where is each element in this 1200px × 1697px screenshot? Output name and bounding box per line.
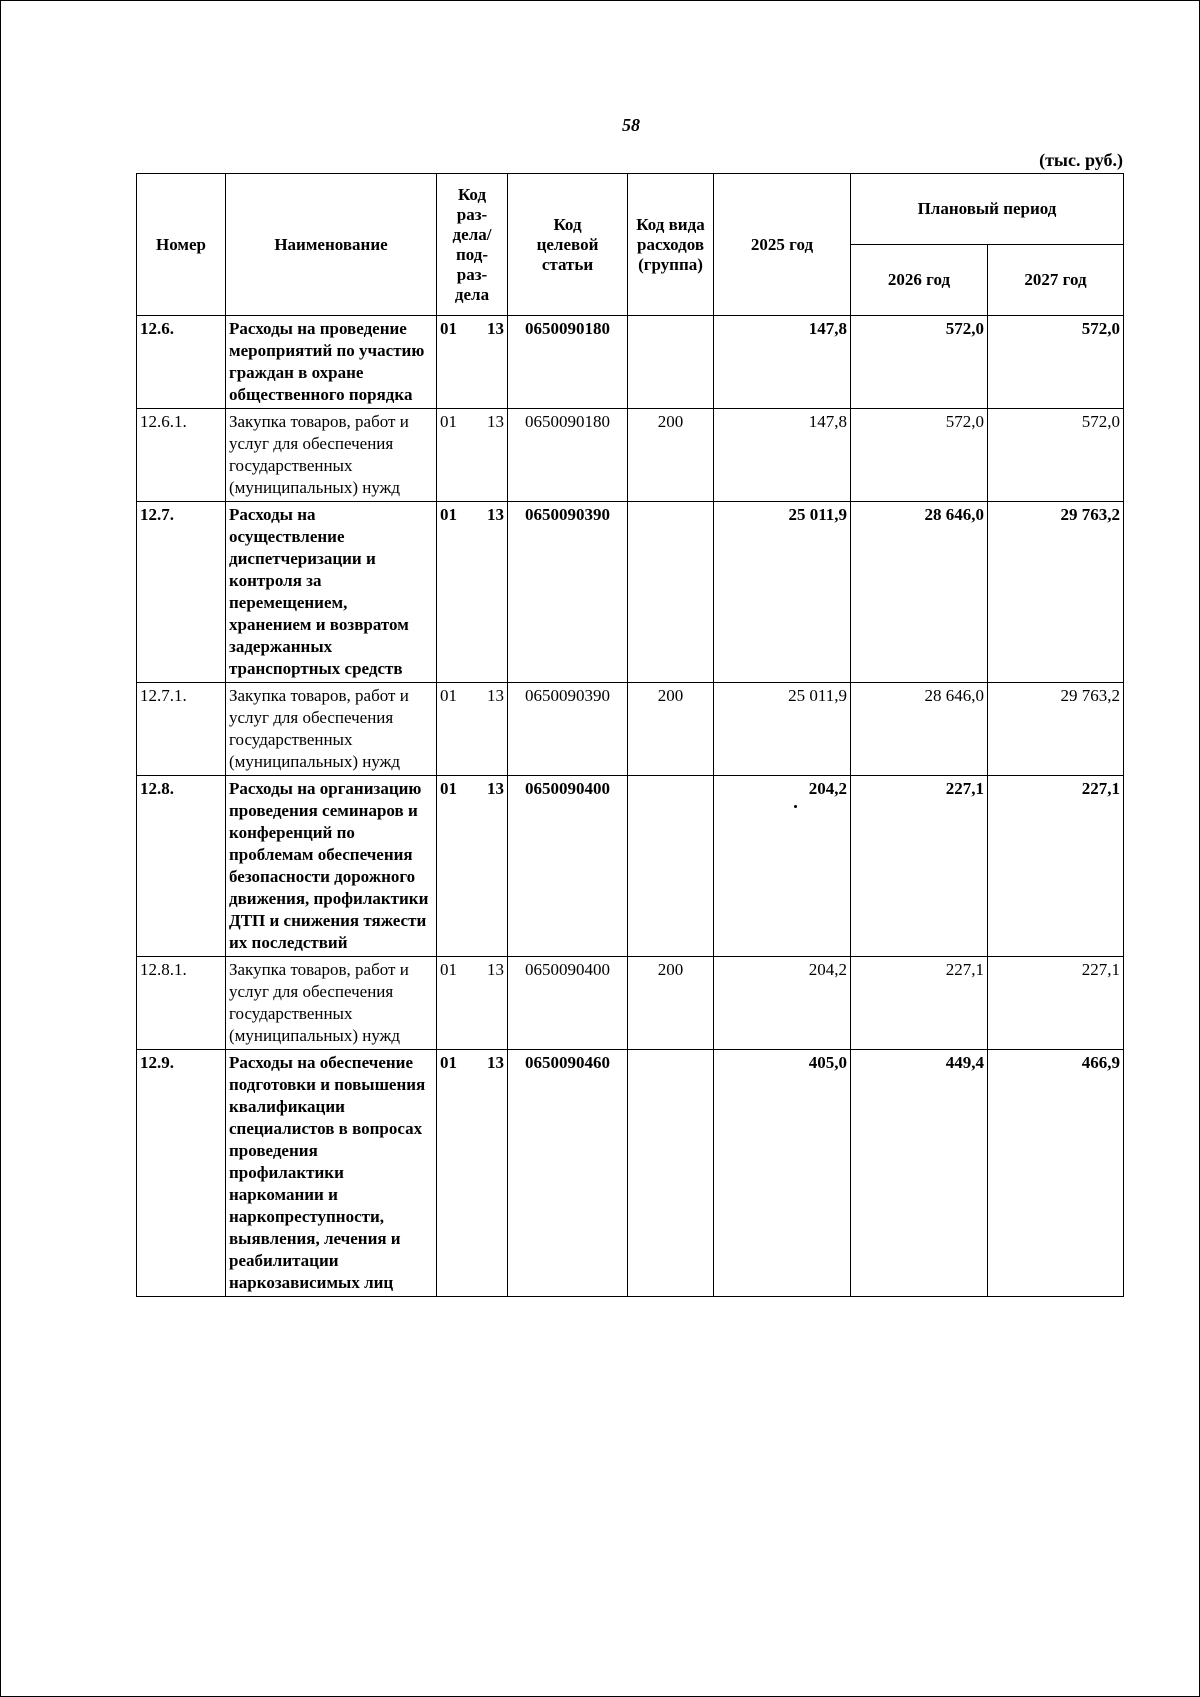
row-target-code: 0650090460 bbox=[508, 1050, 628, 1297]
header-year-2027: 2027 год bbox=[988, 245, 1124, 316]
row-number: 12.6. bbox=[137, 316, 226, 409]
row-subsection: 13 bbox=[487, 412, 504, 431]
header-year-2026: 2026 год bbox=[851, 245, 988, 316]
header-target-text: Код целевой статьи bbox=[536, 214, 599, 274]
row-section-code bbox=[437, 1050, 508, 1297]
row-section: 01 bbox=[440, 1053, 457, 1072]
header-name: Наименование bbox=[226, 174, 437, 316]
row-number: 12.7. bbox=[137, 502, 226, 683]
row-section: 01 bbox=[440, 319, 457, 338]
row-target-code: 0650090180 bbox=[508, 409, 628, 502]
row-name: Расходы на организацию проведения семинаров и конференций по проблемам обеспечения безопасности дорожного движения, профилактики ДТП и снижения тяжести их последствий bbox=[226, 776, 437, 957]
row-name: Расходы на осуществление диспетчеризации и контроля за перемещением, хранением и возвратом задержанных транспортных средств bbox=[226, 502, 437, 683]
row-amount-2026: 572,0 bbox=[851, 409, 988, 502]
row-amount-2025: 25 011,9 bbox=[714, 683, 851, 776]
row-section-code bbox=[437, 409, 508, 502]
row-amount-2027: 29 763,2 bbox=[988, 502, 1124, 683]
row-expense-type: 200 bbox=[628, 409, 714, 502]
row-section-code bbox=[437, 316, 508, 409]
stray-dot bbox=[794, 805, 797, 808]
row-amount-2027: 227,1 bbox=[988, 776, 1124, 957]
row-name: Закупка товаров, работ и услуг для обеспечения государственных (муниципальных) нужд bbox=[226, 957, 437, 1050]
row-amount-2026: 227,1 bbox=[851, 957, 988, 1050]
row-amount-2026: 572,0 bbox=[851, 316, 988, 409]
row-subsection: 13 bbox=[487, 960, 504, 979]
table-row bbox=[137, 316, 1124, 409]
row-section-code bbox=[437, 957, 508, 1050]
budget-table bbox=[136, 173, 1124, 1297]
row-amount-2026: 449,4 bbox=[851, 1050, 988, 1297]
row-expense-type bbox=[628, 1050, 714, 1297]
row-number: 12.8.1. bbox=[137, 957, 226, 1050]
row-section: 01 bbox=[440, 779, 457, 798]
row-target-code: 0650090400 bbox=[508, 776, 628, 957]
row-expense-type: 200 bbox=[628, 957, 714, 1050]
table-row bbox=[137, 776, 1124, 957]
header-year-2025: 2025 год bbox=[714, 174, 851, 316]
row-amount-2027: 227,1 bbox=[988, 957, 1124, 1050]
row-section-code bbox=[437, 776, 508, 957]
row-amount-2026: 28 646,0 bbox=[851, 502, 988, 683]
row-amount-2025: 147,8 bbox=[714, 316, 851, 409]
header-number: Номер bbox=[137, 174, 226, 316]
table-row bbox=[137, 409, 1124, 502]
row-subsection: 13 bbox=[487, 1053, 504, 1072]
row-number: 12.9. bbox=[137, 1050, 226, 1297]
row-amount-2027: 466,9 bbox=[988, 1050, 1124, 1297]
row-section-code bbox=[437, 683, 508, 776]
table-row bbox=[137, 502, 1124, 683]
row-amount-2027: 572,0 bbox=[988, 316, 1124, 409]
row-expense-type bbox=[628, 776, 714, 957]
row-amount-2026: 28 646,0 bbox=[851, 683, 988, 776]
row-target-code: 0650090390 bbox=[508, 502, 628, 683]
header-expense-text: Код вида расходов (группа) bbox=[636, 214, 705, 274]
row-name: Расходы на обеспечение подготовки и повышения квалификации специалистов в вопросах проведения профилактики наркомании и наркопреступности, выявления, лечения и реабилитации наркозависимых лиц bbox=[226, 1050, 437, 1297]
row-subsection: 13 bbox=[487, 779, 504, 798]
row-subsection: 13 bbox=[487, 319, 504, 338]
row-amount-2027: 29 763,2 bbox=[988, 683, 1124, 776]
row-target-code: 0650090390 bbox=[508, 683, 628, 776]
row-name: Расходы на проведение мероприятий по участию граждан в охране общественного порядка bbox=[226, 316, 437, 409]
header-section-code bbox=[437, 174, 508, 316]
row-expense-type: 200 bbox=[628, 683, 714, 776]
row-amount-2025: 25 011,9 bbox=[714, 502, 851, 683]
row-expense-type bbox=[628, 502, 714, 683]
row-amount-2025: 204,2 bbox=[714, 957, 851, 1050]
row-section: 01 bbox=[440, 686, 457, 705]
row-section: 01 bbox=[440, 505, 457, 524]
table-row bbox=[137, 1050, 1124, 1297]
header-target-code bbox=[508, 174, 628, 316]
row-subsection: 13 bbox=[487, 686, 504, 705]
table-row bbox=[137, 957, 1124, 1050]
row-section: 01 bbox=[440, 960, 457, 979]
row-name: Закупка товаров, работ и услуг для обеспечения государственных (муниципальных) нужд bbox=[226, 683, 437, 776]
row-number: 12.7.1. bbox=[137, 683, 226, 776]
row-amount-2025: 147,8 bbox=[714, 409, 851, 502]
row-section-code bbox=[437, 502, 508, 683]
row-amount-2027: 572,0 bbox=[988, 409, 1124, 502]
row-amount-2025: 405,0 bbox=[714, 1050, 851, 1297]
page-number: 58 bbox=[622, 115, 640, 135]
table-row bbox=[137, 683, 1124, 776]
row-amount-2026: 227,1 bbox=[851, 776, 988, 957]
row-section: 01 bbox=[440, 412, 457, 431]
row-name: Закупка товаров, работ и услуг для обеспечения государственных (муниципальных) нужд bbox=[226, 409, 437, 502]
row-expense-type bbox=[628, 316, 714, 409]
header-expense-type bbox=[628, 174, 714, 316]
row-amount-2025: 204,2 bbox=[714, 776, 851, 957]
row-target-code: 0650090400 bbox=[508, 957, 628, 1050]
units-label: (тыс. руб.) bbox=[1039, 150, 1123, 170]
row-target-code: 0650090180 bbox=[508, 316, 628, 409]
row-number: 12.8. bbox=[137, 776, 226, 957]
row-subsection: 13 bbox=[487, 505, 504, 524]
header-section-text: Код раз- дела/ под- раз- дела bbox=[452, 184, 492, 304]
row-number: 12.6.1. bbox=[137, 409, 226, 502]
header-planned-period: Плановый период bbox=[851, 174, 1124, 245]
